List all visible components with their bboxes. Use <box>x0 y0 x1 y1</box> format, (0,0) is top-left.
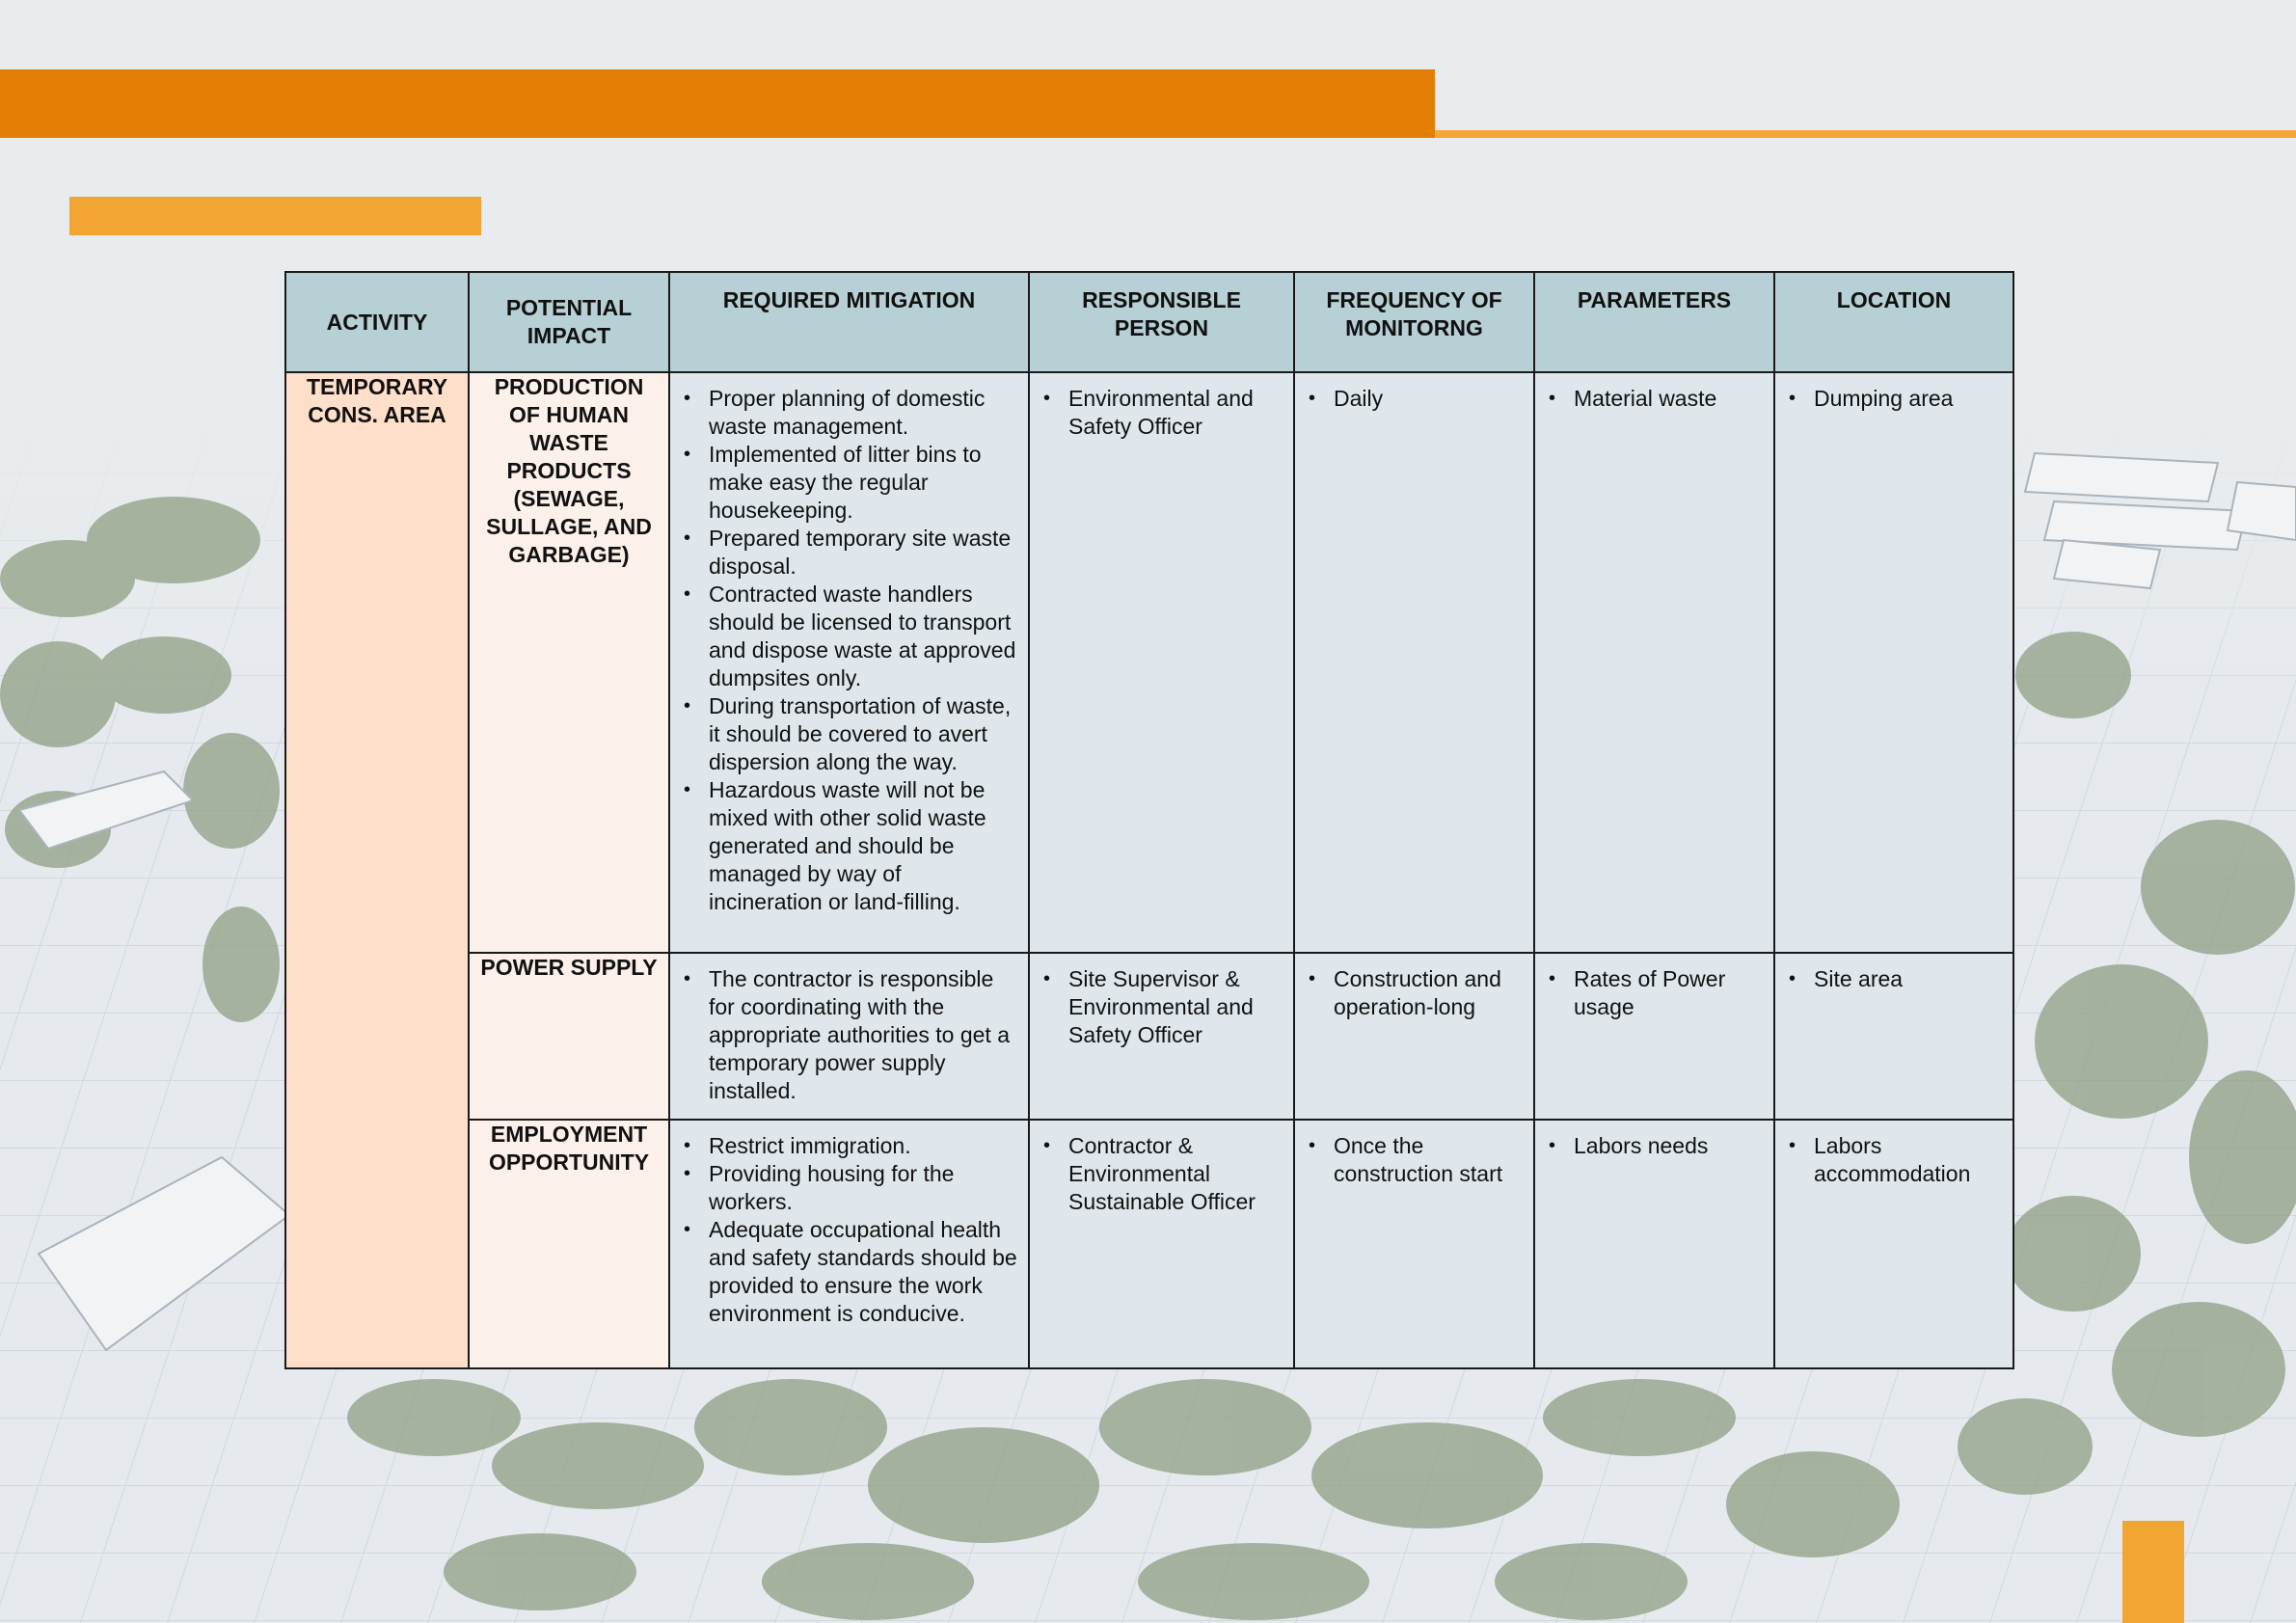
header-responsible-person: RESPONSIBLE PERSON <box>1029 272 1294 372</box>
section-accent-bar <box>69 197 481 235</box>
list-item: • Labors accommodation <box>1814 1132 2003 1188</box>
header-accent-line <box>1435 130 2296 138</box>
person-cell <box>1029 953 1294 1120</box>
list-item: • During transportation of waste, it should be covered to avert dispersion along the way. <box>709 692 1018 776</box>
parameters-cell <box>1534 953 1774 1120</box>
header-location: LOCATION <box>1774 272 2013 372</box>
list-item: • Site area <box>1814 965 2003 993</box>
header-required-mitigation: REQUIRED MITIGATION <box>669 272 1029 372</box>
list-item: • Proper planning of domestic waste management. <box>709 385 1018 441</box>
person-cell <box>1029 372 1294 953</box>
frequency-cell <box>1294 953 1534 1120</box>
mitigation-cell <box>669 372 1029 953</box>
location-cell <box>1774 953 2013 1120</box>
list-item: • Dumping area <box>1814 385 2003 413</box>
list-item: • Adequate occupational health and safety standards should be provided to ensure the work environment is conducive. <box>709 1216 1018 1328</box>
list-item: • Site Supervisor & Environmental and Safety Officer <box>1068 965 1283 1049</box>
mitigation-table <box>284 271 2014 1369</box>
table-row <box>285 953 2013 1120</box>
list-item: • Contracted waste handlers should be licensed to transport and dispose waste at approved dumpsites only. <box>709 581 1018 692</box>
location-cell <box>1774 372 2013 953</box>
header-activity: ACTIVITY <box>285 272 469 372</box>
list-item: • Hazardous waste will not be mixed with other solid waste generated and should be managed by way of incineration or land-filling. <box>709 776 1018 916</box>
list-item: • Once the construction start <box>1334 1132 1524 1188</box>
activity-cell: TEMPORARY CONS. AREA <box>285 372 469 1368</box>
list-item: • Labors needs <box>1574 1132 1764 1160</box>
table-row <box>285 1120 2013 1368</box>
list-item: • Rates of Power usage <box>1574 965 1764 1021</box>
list-item: • The contractor is responsible for coordinating with the appropriate authorities to get a temporary power supply installed. <box>709 965 1018 1105</box>
list-item: • Providing housing for the workers. <box>709 1160 1018 1216</box>
location-cell <box>1774 1120 2013 1368</box>
list-item: • Contractor & Environmental Sustainable Officer <box>1068 1132 1283 1216</box>
list-item: • Construction and operation-long <box>1334 965 1524 1021</box>
impact-cell: PRODUCTION OF HUMAN WASTE PRODUCTS (SEWAGE, SULLAGE, AND GARBAGE) <box>469 372 669 953</box>
person-cell <box>1029 1120 1294 1368</box>
list-item: • Implemented of litter bins to make easy the regular housekeeping. <box>709 441 1018 525</box>
mitigation-cell <box>669 953 1029 1120</box>
impact-cell: EMPLOYMENT OPPORTUNITY <box>469 1120 669 1368</box>
parameters-cell <box>1534 372 1774 953</box>
list-item: • Restrict immigration. <box>709 1132 1018 1160</box>
parameters-cell <box>1534 1120 1774 1368</box>
table-row <box>285 372 2013 953</box>
corner-accent-block <box>2122 1521 2184 1623</box>
list-item: • Prepared temporary site waste disposal. <box>709 525 1018 581</box>
mitigation-cell <box>669 1120 1029 1368</box>
frequency-cell <box>1294 372 1534 953</box>
header-potential-impact: POTENTIAL IMPACT <box>469 272 669 372</box>
list-item: • Environmental and Safety Officer <box>1068 385 1283 441</box>
impact-cell: POWER SUPPLY <box>469 953 669 1120</box>
header-row <box>285 272 2013 372</box>
header-parameters: PARAMETERS <box>1534 272 1774 372</box>
list-item: • Daily <box>1334 385 1524 413</box>
frequency-cell <box>1294 1120 1534 1368</box>
header-orange-bar <box>0 69 1435 138</box>
list-item: • Material waste <box>1574 385 1764 413</box>
header-frequency: FREQUENCY OF MONITORNG <box>1294 272 1534 372</box>
